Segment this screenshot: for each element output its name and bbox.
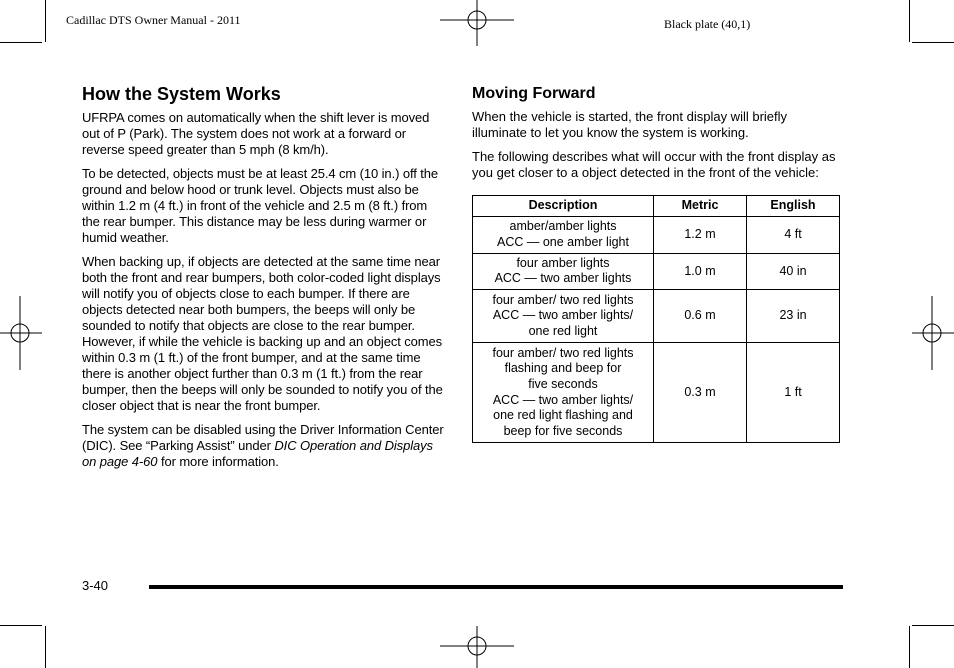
crop-mark-tl-v (45, 0, 46, 42)
footer-rule (149, 585, 843, 589)
description-cell (473, 216, 654, 253)
table-row (473, 343, 840, 443)
registration-mark-right (910, 296, 954, 370)
description-line: beep for five seconds (503, 424, 623, 439)
column-header-english: English (747, 196, 840, 217)
table-row (473, 290, 840, 343)
description-line: ACC — two amber lights/ (492, 392, 634, 407)
english-cell: 23 in (747, 290, 840, 343)
description-line: amber/amber lights (509, 219, 617, 233)
right-column (472, 84, 842, 443)
metric-cell: 1.0 m (654, 253, 747, 289)
registration-mark-bottom (440, 624, 514, 668)
paragraph-activation: UFRPA comes on automatically when the shift lever is moved out of P (Park). The system does not work at a forward or reverse speed greater than 5 mph (8 km/h). (82, 110, 430, 157)
paragraph-disable (82, 422, 448, 470)
metric-cell: 0.6 m (654, 290, 747, 343)
description-cell (473, 290, 654, 343)
paragraph-detection-range: To be detected, objects must be at least 25.4 cm (10 in.) off the ground and below hood or trunk level. Objects must also be within 1.2 m (4 ft.) in front of the vehicle and 2.5 m (8 ft.) from the rear bumper. This distance may be less during warmer or humid weather. (82, 166, 439, 245)
dic-page-reference-link[interactable]: DIC Operation and Displays on page 4-60 (82, 438, 433, 469)
paragraph-front-display: When the vehicle is started, the front display will briefly illuminate to let you know the system is working. (472, 109, 788, 140)
description-line: one red light (528, 323, 598, 338)
disable-text-end: for more information. (157, 454, 279, 469)
section-heading-how-system-works: How the System Works (82, 84, 281, 104)
table-row (473, 253, 840, 289)
crop-mark-br-v (909, 626, 910, 668)
english-cell: 40 in (747, 253, 840, 289)
description-line: ACC — two amber lights/ (492, 308, 634, 323)
crop-mark-bl-h (0, 625, 42, 626)
description-cell (473, 343, 654, 443)
description-line: ACC — one amber light (496, 234, 629, 249)
crop-mark-bl-v (45, 626, 46, 668)
crop-mark-tl-h (0, 42, 42, 43)
description-line: flashing and beep for (504, 361, 622, 376)
disable-text-start: The system can be disabled using the Driver Information Center (DIC). See “Parking Assist” under (82, 422, 444, 453)
description-line: one red light flashing and (493, 408, 633, 423)
metric-cell: 1.2 m (654, 216, 747, 253)
description-line: four amber/ two red lights (492, 345, 634, 360)
table-row (473, 216, 840, 253)
english-cell: 1 ft (747, 343, 840, 443)
description-cell (473, 253, 654, 289)
description-line: five seconds (528, 376, 598, 391)
column-header-description: Description (473, 196, 654, 217)
crop-mark-br-h (912, 625, 954, 626)
description-line: four amber lights (516, 255, 610, 270)
crop-mark-tr-h (912, 42, 954, 43)
paragraph-describes: The following describes what will occur with the front display as you get closer to a object detected in the front of the vehicle: (472, 149, 836, 180)
description-line: four amber/ two red lights (492, 292, 634, 307)
page-number: 3-40 (82, 578, 109, 593)
manual-title: Cadillac DTS Owner Manual - 2011 (66, 13, 241, 27)
paragraph-backing-up: When backing up, if objects are detected at the same time near both the front and rear bumpers, both color-coded light displays will notify you of objects close to each bumper. If there are objects detected near both bumpers, the beeps will only be sounded to notify that objects are close to the rear bumper. However, if while the vehicle is backing up and an object comes within 0.3 m (1 ft.) of the front bumper, and at the same time there is another object further than 0.3 m (1 ft.) from the rear bumper, then the beeps will only be sounded to notify you of the closer object that is near the front bumper. (82, 254, 443, 413)
english-cell: 4 ft (747, 216, 840, 253)
registration-mark-left (0, 296, 44, 370)
left-column (82, 84, 448, 478)
plate-label: Black plate (40,1) (664, 17, 751, 31)
description-line: ACC — two amber lights (494, 271, 632, 286)
table-header-row (473, 196, 840, 217)
crop-mark-tr-v (909, 0, 910, 42)
front-display-table (472, 195, 840, 443)
metric-cell: 0.3 m (654, 343, 747, 443)
section-heading-moving-forward: Moving Forward (472, 85, 596, 102)
column-header-metric: Metric (654, 196, 747, 217)
registration-mark-top (440, 0, 514, 48)
